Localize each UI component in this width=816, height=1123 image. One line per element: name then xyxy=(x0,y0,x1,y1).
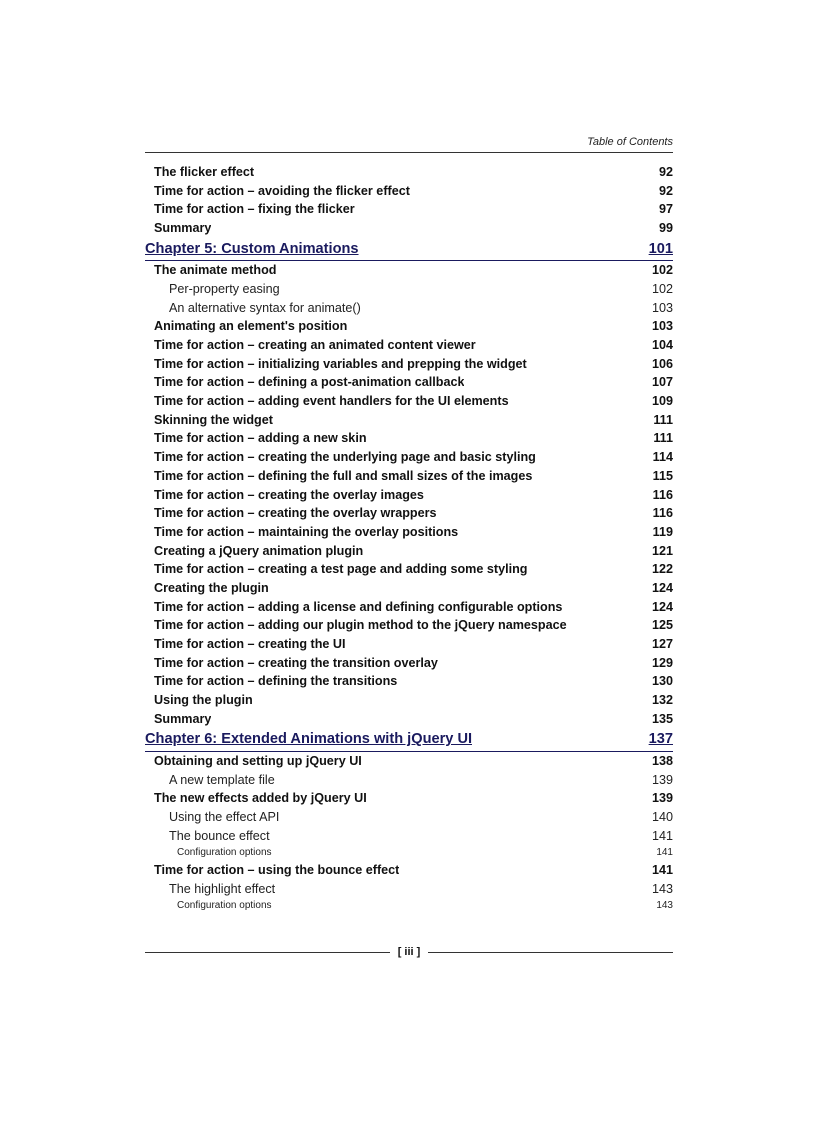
toc-entry[interactable] xyxy=(145,616,673,635)
toc-entry[interactable] xyxy=(145,163,673,182)
toc-entry[interactable] xyxy=(145,861,673,880)
toc-entry-title: Skinning the widget xyxy=(154,412,273,427)
toc-entry-title: Configuration options xyxy=(177,847,272,859)
toc-entry-title: Chapter 6: Extended Animations with jQuery UI xyxy=(145,731,473,748)
toc-entry[interactable] xyxy=(145,261,673,280)
toc-entry-title: Summary xyxy=(154,711,212,726)
header-rule xyxy=(145,152,673,153)
toc-entry-title: Time for action – creating the overlay images xyxy=(154,487,424,502)
toc-entry-page-number: 97 xyxy=(658,202,673,217)
toc-entry-title: The highlight effect xyxy=(169,881,276,896)
toc-entry[interactable] xyxy=(145,691,673,710)
toc-entry-page-number: 119 xyxy=(652,524,673,539)
toc-entry-page-number: 111 xyxy=(653,431,673,446)
toc-entry-page-number: 116 xyxy=(652,506,673,521)
toc-entry-title: Time for action – adding event handlers for the UI elements xyxy=(154,394,509,409)
toc-entry-page-number: 141 xyxy=(656,847,673,859)
toc-entry-title: Obtaining and setting up jQuery UI xyxy=(154,753,362,768)
toc-entry[interactable] xyxy=(145,411,673,430)
toc-entry[interactable] xyxy=(145,486,673,505)
page-number: [ iii ] xyxy=(397,946,421,958)
toc-entry-title: Time for action – creating the underlying page and basic styling xyxy=(154,450,536,465)
toc-entry-title: The flicker effect xyxy=(154,165,255,179)
toc-entry-page-number: 109 xyxy=(651,394,673,409)
page xyxy=(145,0,673,1123)
toc-entry-title: Time for action – adding our plugin method to the jQuery namespace xyxy=(154,618,567,633)
toc-entry-title: Time for action – adding a license and defining configurable options xyxy=(154,599,563,614)
toc-entry[interactable] xyxy=(145,299,673,318)
toc-entry-title: A new template file xyxy=(169,772,275,787)
toc-entry-title: Time for action – using the bounce effect xyxy=(154,862,400,877)
toc-entry[interactable] xyxy=(145,219,673,238)
toc-entry-page-number: 92 xyxy=(658,183,673,198)
toc-entry[interactable] xyxy=(145,280,673,299)
toc-entry-title: Time for action – adding a new skin xyxy=(154,431,367,446)
toc-entry-title: Time for action – defining the transitions xyxy=(154,674,398,689)
toc-entry-title: The new effects added by jQuery UI xyxy=(154,791,367,806)
toc-entry-page-number: 116 xyxy=(652,487,673,502)
toc-entry[interactable] xyxy=(145,579,673,598)
toc-chapter-entry[interactable] xyxy=(145,728,673,752)
toc-entry[interactable] xyxy=(145,523,673,542)
toc-entry-page-number: 139 xyxy=(651,791,673,806)
toc-entry[interactable] xyxy=(145,880,673,899)
toc-entry[interactable] xyxy=(145,504,673,523)
toc-entry[interactable] xyxy=(145,808,673,827)
toc-entry[interactable] xyxy=(145,752,673,771)
toc-entry[interactable] xyxy=(145,827,673,846)
toc-entry-page-number: 115 xyxy=(652,468,673,483)
toc-entry-page-number: 130 xyxy=(651,674,673,689)
toc-entry-page-number: 106 xyxy=(651,356,673,371)
toc-entry[interactable] xyxy=(145,542,673,561)
toc-entry-title: Time for action – creating an animated content viewer xyxy=(154,338,476,352)
toc-entry-page-number: 143 xyxy=(656,900,673,912)
table-of-contents xyxy=(145,163,673,914)
toc-entry[interactable] xyxy=(145,200,673,219)
toc-entry[interactable] xyxy=(145,560,673,579)
toc-entry-title: Time for action – creating a test page and adding some styling xyxy=(154,562,528,577)
toc-entry[interactable] xyxy=(145,654,673,673)
toc-entry-page-number: 107 xyxy=(651,375,673,390)
toc-entry-title: Animating an element's position xyxy=(154,319,348,334)
running-head: Table of Contents xyxy=(587,136,673,148)
toc-entry-title: Using the effect API xyxy=(169,810,280,824)
toc-entry-title: Time for action – defining the full and small sizes of the images xyxy=(154,468,533,483)
toc-entry-title: Using the plugin xyxy=(154,693,253,708)
toc-entry-title: Creating the plugin xyxy=(154,580,269,595)
toc-entry[interactable] xyxy=(145,429,673,448)
toc-entry-page-number: 103 xyxy=(651,300,673,315)
toc-entry-page-number: 104 xyxy=(651,338,673,352)
toc-chapter-entry[interactable] xyxy=(145,238,673,262)
toc-entry-page-number: 138 xyxy=(651,753,673,768)
toc-entry-page-number: 124 xyxy=(651,580,673,595)
toc-entry-title: Time for action – avoiding the flicker effect xyxy=(154,183,410,198)
toc-entry-page-number: 135 xyxy=(651,711,673,726)
toc-entry-title: Creating a jQuery animation plugin xyxy=(154,543,364,558)
toc-entry-title: Per-property easing xyxy=(169,281,280,296)
toc-entry-page-number: 143 xyxy=(651,881,673,896)
toc-entry-page-number: 139 xyxy=(651,772,673,787)
page-footer xyxy=(145,944,673,960)
toc-entry-page-number: 129 xyxy=(651,655,673,670)
toc-entry[interactable] xyxy=(145,448,673,467)
toc-entry[interactable] xyxy=(145,672,673,691)
toc-entry-title: Time for action – maintaining the overlay positions xyxy=(154,524,459,539)
toc-entry-page-number: 137 xyxy=(648,731,673,748)
toc-entry[interactable] xyxy=(145,355,673,374)
toc-entry-page-number: 124 xyxy=(651,599,673,614)
toc-entry-title: Time for action – creating the UI xyxy=(154,637,346,651)
toc-entry-page-number: 102 xyxy=(651,281,673,296)
toc-entry[interactable] xyxy=(145,182,673,201)
toc-entry[interactable] xyxy=(145,771,673,790)
toc-entry-title: Time for action – creating the transition overlay xyxy=(154,655,438,670)
toc-entry-title: An alternative syntax for animate() xyxy=(169,300,361,315)
toc-entry[interactable] xyxy=(145,845,673,861)
toc-entry-title: Time for action – initializing variables and prepping the widget xyxy=(154,356,527,371)
toc-entry-page-number: 141 xyxy=(651,828,673,843)
toc-entry[interactable] xyxy=(145,373,673,392)
toc-entry-page-number: 127 xyxy=(651,637,673,651)
toc-entry-page-number: 121 xyxy=(651,543,673,558)
toc-entry-page-number: 111 xyxy=(653,412,673,427)
toc-entry[interactable] xyxy=(145,898,673,914)
toc-entry[interactable] xyxy=(145,789,673,808)
toc-entry-page-number: 132 xyxy=(651,693,673,708)
toc-entry-title: Summary xyxy=(154,221,212,236)
toc-entry-page-number: 114 xyxy=(652,450,673,465)
toc-entry-page-number: 92 xyxy=(658,165,673,179)
toc-entry[interactable] xyxy=(145,635,673,654)
toc-entry-title: The bounce effect xyxy=(169,828,270,843)
toc-entry[interactable] xyxy=(145,317,673,336)
toc-entry-page-number: 141 xyxy=(651,862,673,877)
toc-entry-title: Time for action – defining a post-animation callback xyxy=(154,375,465,390)
toc-entry-page-number: 101 xyxy=(648,240,673,257)
toc-entry[interactable] xyxy=(145,392,673,411)
toc-entry-page-number: 103 xyxy=(651,319,673,334)
toc-entry-page-number: 125 xyxy=(651,618,673,633)
toc-entry[interactable] xyxy=(145,467,673,486)
toc-entry-page-number: 102 xyxy=(651,263,673,278)
toc-entry[interactable] xyxy=(145,710,673,729)
toc-entry-title: The animate method xyxy=(154,263,277,278)
toc-entry-title: Configuration options xyxy=(177,900,272,912)
footer-rule-right xyxy=(428,952,673,953)
toc-entry-title: Time for action – fixing the flicker xyxy=(154,202,355,217)
toc-entry-page-number: 99 xyxy=(658,221,673,236)
toc-entry-title: Time for action – creating the overlay wrappers xyxy=(154,506,437,521)
toc-entry-page-number: 140 xyxy=(651,810,673,824)
toc-entry[interactable] xyxy=(145,336,673,355)
toc-entry[interactable] xyxy=(145,598,673,617)
toc-entry-page-number: 122 xyxy=(651,562,673,577)
toc-entry-title: Chapter 5: Custom Animations xyxy=(145,240,359,257)
